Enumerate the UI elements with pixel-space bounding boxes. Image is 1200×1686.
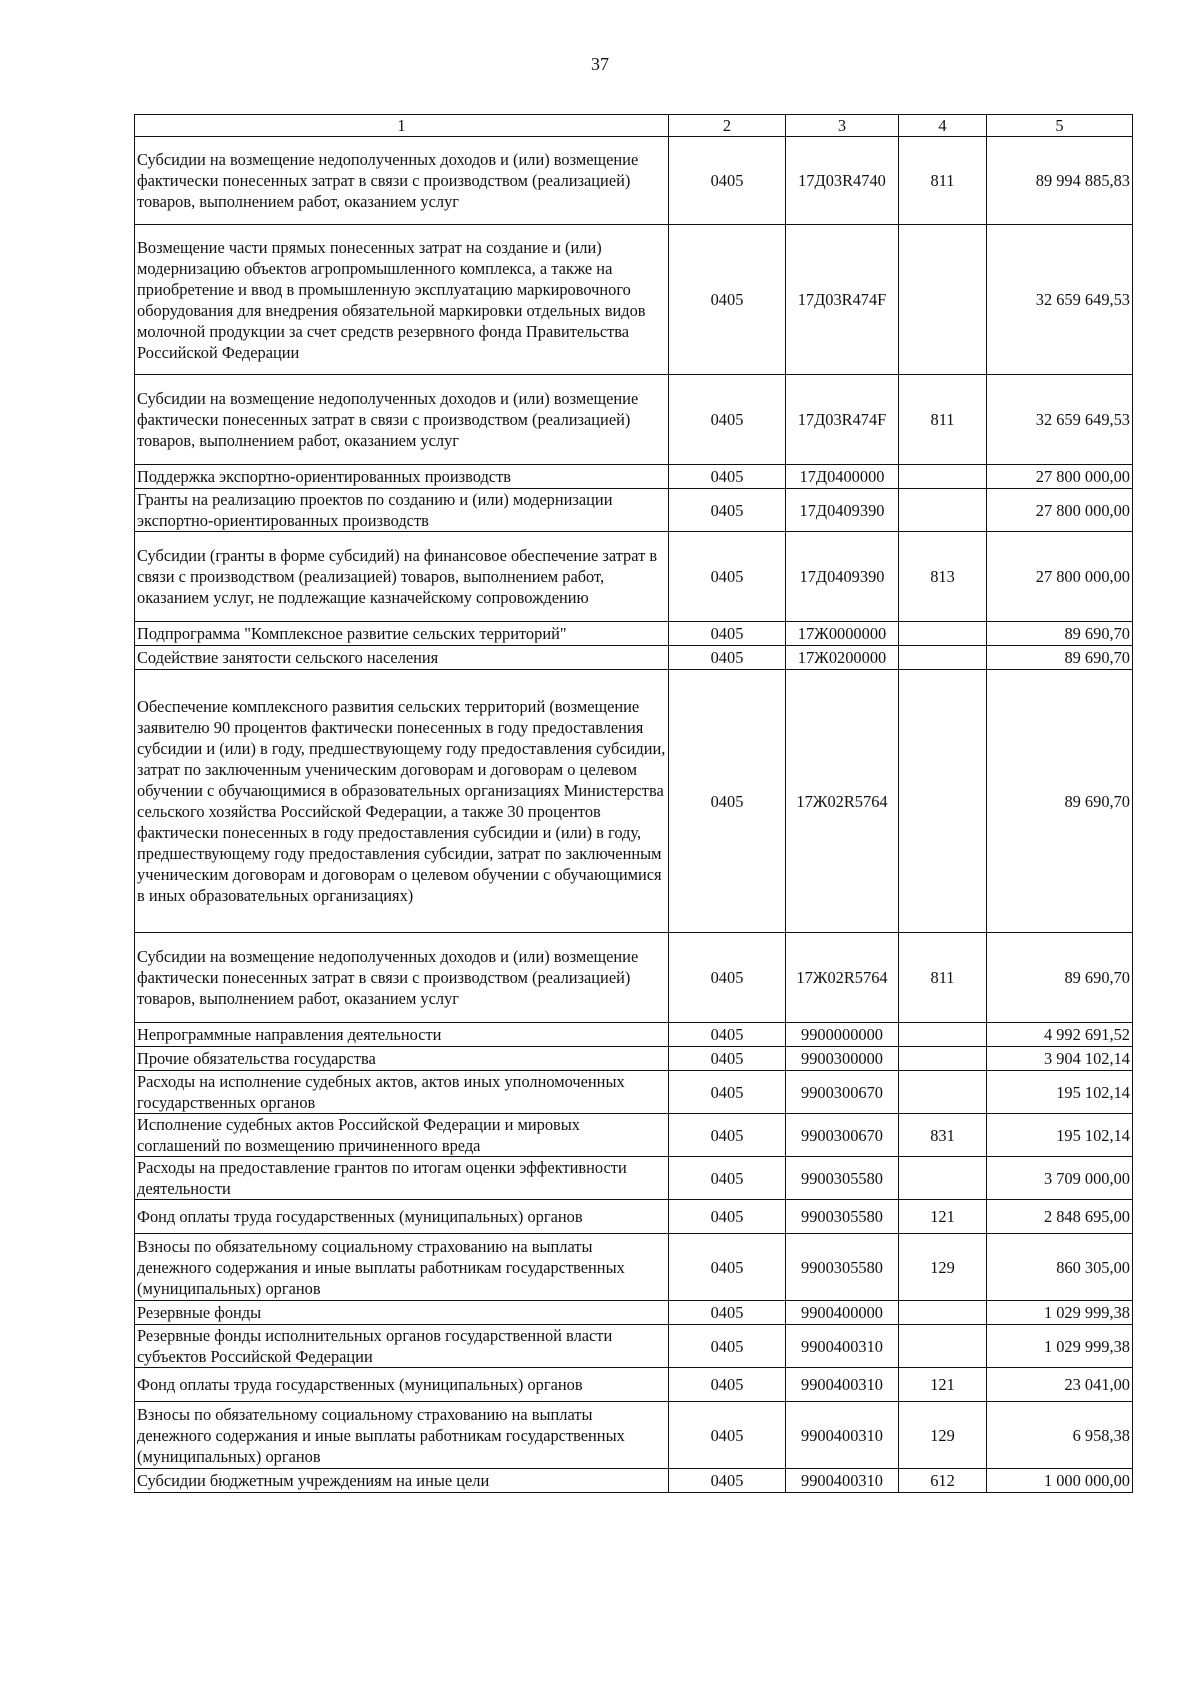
cell-type: 811 [899, 137, 987, 225]
table-row [135, 1157, 1133, 1200]
cell-amount: 32 659 649,53 [987, 375, 1133, 465]
cell-target: 9900400000 [786, 1301, 899, 1325]
cell-type [899, 1023, 987, 1047]
table-row [135, 225, 1133, 375]
cell-type: 612 [899, 1469, 987, 1493]
cell-target: 17Д0409390 [786, 532, 899, 622]
cell-section: 0405 [669, 933, 786, 1023]
cell-name: Субсидии (гранты в форме субсидий) на финансовое обеспечение затрат в связи с производством (реализацией) товаров, выполнением работ, оказанием услуг, не подлежащие казначейскому сопровождению [135, 532, 669, 622]
table-row [135, 1071, 1133, 1114]
cell-type [899, 1071, 987, 1114]
cell-target: 17Ж0000000 [786, 622, 899, 646]
cell-amount: 3 709 000,00 [987, 1157, 1133, 1200]
header-col-3: 3 [786, 115, 899, 137]
cell-section: 0405 [669, 1157, 786, 1200]
cell-amount: 2 848 695,00 [987, 1200, 1133, 1234]
cell-name: Обеспечение комплексного развития сельских территорий (возмещение заявителю 90 процентов фактически понесенных в году предоставления субсидии и (или) в году, предшествующему году предоставления субсидии, затрат по заключенным ученическим договорам и договорам о целевом обучении с обучающимися в образовательных организациях Министерства сельского хозяйства Российской Федерации, а также 30 процентов фактически понесенных в году предоставления субсидии и (или) в году, предшествующему году предоставления субсидии, затрат по заключенным ученическим договорам и договорам о целевом обучении с обучающимися в иных образовательных организациях) [135, 670, 669, 933]
cell-name: Субсидии на возмещение недополученных доходов и (или) возмещение фактически понесенных затрат в связи с производством (реализацией) товаров, выполнением работ, оказанием услуг [135, 137, 669, 225]
table-row [135, 465, 1133, 489]
cell-target: 9900000000 [786, 1023, 899, 1047]
cell-target: 17Ж0200000 [786, 646, 899, 670]
cell-name: Подпрограмма "Комплексное развитие сельских территорий" [135, 622, 669, 646]
cell-amount: 27 800 000,00 [987, 532, 1133, 622]
cell-section: 0405 [669, 1071, 786, 1114]
cell-name: Резервные фонды [135, 1301, 669, 1325]
cell-amount: 27 800 000,00 [987, 465, 1133, 489]
cell-name: Непрограммные направления деятельности [135, 1023, 669, 1047]
table-row [135, 1469, 1133, 1493]
table-row [135, 1234, 1133, 1301]
cell-target: 17Ж02R5764 [786, 670, 899, 933]
cell-name: Субсидии на возмещение недополученных доходов и (или) возмещение фактически понесенных затрат в связи с производством (реализацией) товаров, выполнением работ, оказанием услуг [135, 933, 669, 1023]
cell-target: 9900400310 [786, 1469, 899, 1493]
table-row [135, 1023, 1133, 1047]
cell-section: 0405 [669, 670, 786, 933]
cell-target: 9900305580 [786, 1200, 899, 1234]
cell-type [899, 646, 987, 670]
cell-type: 831 [899, 1114, 987, 1157]
table-row [135, 1402, 1133, 1469]
cell-section: 0405 [669, 1234, 786, 1301]
cell-type [899, 465, 987, 489]
cell-type [899, 670, 987, 933]
cell-section: 0405 [669, 489, 786, 532]
cell-name: Прочие обязательства государства [135, 1047, 669, 1071]
cell-name: Возмещение части прямых понесенных затрат на создание и (или) модернизацию объектов агропромышленного комплекса, а также на приобретение и ввод в промышленную эксплуатацию маркировочного оборудования для внедрения обязательной маркировки отдельных видов молочной продукции за счет средств резервного фонда Правительства Российской Федерации [135, 225, 669, 375]
cell-amount: 3 904 102,14 [987, 1047, 1133, 1071]
cell-type [899, 1157, 987, 1200]
cell-target: 17Д03R4740 [786, 137, 899, 225]
header-col-2: 2 [669, 115, 786, 137]
budget-table [134, 114, 1133, 1493]
table-row [135, 1200, 1133, 1234]
cell-amount: 1 029 999,38 [987, 1325, 1133, 1368]
cell-amount: 89 690,70 [987, 622, 1133, 646]
cell-section: 0405 [669, 137, 786, 225]
cell-amount: 1 000 000,00 [987, 1469, 1133, 1493]
cell-target: 9900400310 [786, 1325, 899, 1368]
cell-target: 17Д0409390 [786, 489, 899, 532]
table-row [135, 1368, 1133, 1402]
cell-type [899, 489, 987, 532]
cell-amount: 860 305,00 [987, 1234, 1133, 1301]
cell-name: Субсидии бюджетным учреждениям на иные цели [135, 1469, 669, 1493]
table-row [135, 489, 1133, 532]
cell-section: 0405 [669, 622, 786, 646]
cell-section: 0405 [669, 1368, 786, 1402]
cell-section: 0405 [669, 532, 786, 622]
cell-name: Исполнение судебных актов Российской Федерации и мировых соглашений по возмещению причиненного вреда [135, 1114, 669, 1157]
cell-name: Гранты на реализацию проектов по созданию и (или) модернизации экспортно-ориентированных производств [135, 489, 669, 532]
cell-target: 9900300670 [786, 1114, 899, 1157]
cell-target: 17Д03R474F [786, 225, 899, 375]
cell-amount: 27 800 000,00 [987, 489, 1133, 532]
cell-name: Содействие занятости сельского населения [135, 646, 669, 670]
cell-target: 9900300670 [786, 1071, 899, 1114]
cell-type: 121 [899, 1368, 987, 1402]
cell-section: 0405 [669, 375, 786, 465]
cell-type [899, 622, 987, 646]
cell-type: 129 [899, 1402, 987, 1469]
cell-section: 0405 [669, 646, 786, 670]
header-col-5: 5 [987, 115, 1133, 137]
cell-amount: 89 690,70 [987, 646, 1133, 670]
cell-target: 9900400310 [786, 1402, 899, 1469]
cell-name: Фонд оплаты труда государственных (муниципальных) органов [135, 1368, 669, 1402]
cell-section: 0405 [669, 1469, 786, 1493]
cell-target: 9900305580 [786, 1234, 899, 1301]
cell-amount: 89 690,70 [987, 670, 1133, 933]
cell-name: Расходы на исполнение судебных актов, актов иных уполномоченных государственных органов [135, 1071, 669, 1114]
cell-type [899, 225, 987, 375]
cell-name: Субсидии на возмещение недополученных доходов и (или) возмещение фактически понесенных затрат в связи с производством (реализацией) товаров, выполнением работ, оказанием услуг [135, 375, 669, 465]
table-row [135, 532, 1133, 622]
cell-amount: 32 659 649,53 [987, 225, 1133, 375]
cell-amount: 1 029 999,38 [987, 1301, 1133, 1325]
cell-amount: 89 690,70 [987, 933, 1133, 1023]
cell-amount: 195 102,14 [987, 1071, 1133, 1114]
cell-section: 0405 [669, 1301, 786, 1325]
cell-type: 129 [899, 1234, 987, 1301]
cell-target: 17Ж02R5764 [786, 933, 899, 1023]
cell-name: Поддержка экспортно-ориентированных производств [135, 465, 669, 489]
table-row [135, 375, 1133, 465]
cell-name: Фонд оплаты труда государственных (муниципальных) органов [135, 1200, 669, 1234]
cell-section: 0405 [669, 1114, 786, 1157]
cell-target: 17Д0400000 [786, 465, 899, 489]
cell-type [899, 1301, 987, 1325]
cell-target: 9900400310 [786, 1368, 899, 1402]
cell-amount: 4 992 691,52 [987, 1023, 1133, 1047]
header-col-4: 4 [899, 115, 987, 137]
cell-section: 0405 [669, 1047, 786, 1071]
cell-name: Резервные фонды исполнительных органов государственной власти субъектов Российской Федерации [135, 1325, 669, 1368]
cell-target: 17Д03R474F [786, 375, 899, 465]
table-row [135, 1301, 1133, 1325]
table-row [135, 1047, 1133, 1071]
cell-amount: 195 102,14 [987, 1114, 1133, 1157]
header-col-1: 1 [135, 115, 669, 137]
cell-amount: 89 994 885,83 [987, 137, 1133, 225]
cell-section: 0405 [669, 1200, 786, 1234]
cell-name: Взносы по обязательному социальному страхованию на выплаты денежного содержания и иные выплаты работникам государственных (муниципальных) органов [135, 1234, 669, 1301]
cell-amount: 6 958,38 [987, 1402, 1133, 1469]
cell-type [899, 1047, 987, 1071]
table-row [135, 933, 1133, 1023]
cell-name: Расходы на предоставление грантов по итогам оценки эффективности деятельности [135, 1157, 669, 1200]
table-row [135, 622, 1133, 646]
cell-type [899, 1325, 987, 1368]
cell-type: 811 [899, 375, 987, 465]
cell-target: 9900305580 [786, 1157, 899, 1200]
cell-section: 0405 [669, 225, 786, 375]
cell-section: 0405 [669, 465, 786, 489]
table-row [135, 670, 1133, 933]
table-row [135, 1325, 1133, 1368]
table-row [135, 137, 1133, 225]
table-row [135, 646, 1133, 670]
table-header-row [135, 115, 1133, 137]
cell-section: 0405 [669, 1402, 786, 1469]
cell-type: 121 [899, 1200, 987, 1234]
cell-name: Взносы по обязательному социальному страхованию на выплаты денежного содержания и иные выплаты работникам государственных (муниципальных) органов [135, 1402, 669, 1469]
cell-type: 811 [899, 933, 987, 1023]
cell-target: 9900300000 [786, 1047, 899, 1071]
cell-section: 0405 [669, 1023, 786, 1047]
page-number: 37 [591, 54, 609, 74]
cell-type: 813 [899, 532, 987, 622]
table-row [135, 1114, 1133, 1157]
cell-amount: 23 041,00 [987, 1368, 1133, 1402]
cell-section: 0405 [669, 1325, 786, 1368]
